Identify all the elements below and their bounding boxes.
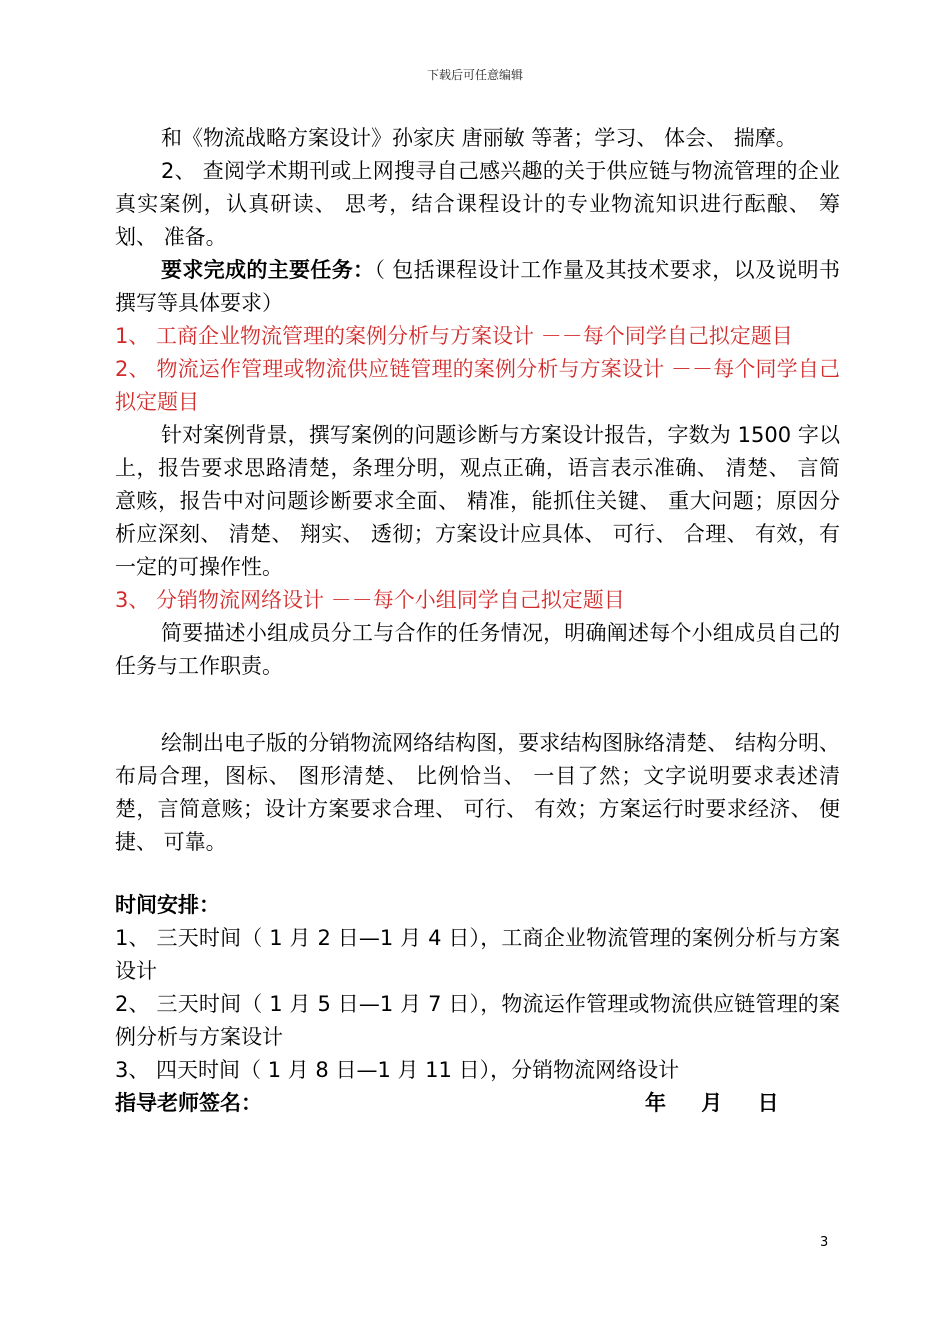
task-item-2: 2、 物流运作管理或物流供应链管理的案例分析与方案设计 －－每个同学自己拟定题目 [115,357,840,414]
paragraph-report-requirements: 针对案例背景，撰写案例的问题诊断与方案设计报告，字数为 1500 字以上，报告要求思路清楚，条理分明，观点正确，语言表示准确、 清楚、 言简意赅，报告中对问题诊断要求全面、 精准，能抓住关键、 重大问题；原因分析应深刻、 清楚、 翔实、 透彻；方案设计应具体、 可行、 合理、 有效，有一定的可操作性。 [115,423,840,579]
paragraph-group-roles: 简要描述小组成员分工与合作的任务情况，明确阐述每个小组成员自己的任务与工作职责。 [115,621,840,678]
paragraph-main-tasks [115,254,840,320]
signature-date: 年 月 日 [645,1091,793,1115]
paragraph-network-diagram: 绘制出电子版的分销物流网络结构图，要求结构图脉络清楚、 结构分明、 布局合理，图标、 图形清楚、 比例恰当、 一目了然；文字说明要求表述清楚，言简意赅；设计方案要求合理、 可行、 有效；方案运行时要求经济、 便捷、 可靠。 [115,731,840,854]
document-body [115,122,840,1120]
schedule-item-1: 1、 三天时间（ 1 月 2 日—1 月 4 日），工商企业物流管理的案例分析与方案设计 [115,926,840,983]
signature-label: 指导老师签名： [115,1091,262,1115]
paragraph-reading: 和《物流战略方案设计》孙家庆 唐丽敏 等著；学习、 体会、 揣摩。 [161,126,797,150]
spacer [115,859,840,889]
paragraph-research: 2、 查阅学术期刊或上网搜寻自己感兴趣的关于供应链与物流管理的企业真实案例，认真研读、 思考，结合课程设计的专业物流知识进行酝酿、 筹划、 准备。 [115,159,840,249]
main-tasks-heading: 要求完成的主要任务： [161,258,375,282]
task-item-3: 3、 分销物流网络设计 －－每个小组同学自己拟定题目 [115,588,625,612]
schedule-title: 时间安排： [115,893,220,917]
schedule-item-3: 3、 四天时间（ 1 月 8 日—1 月 11 日），分销物流网络设计 [115,1058,680,1082]
page-number: 3 [820,1235,829,1250]
page-header: 下载后可任意编辑 [426,68,523,82]
signature-row [115,1087,840,1120]
main-tasks-note: （ 包括课程设计工作量及其技术要求，以及说明书撰写等具体要求） [115,258,840,315]
spacer [115,683,840,727]
schedule-item-2: 2、 三天时间（ 1 月 5 日—1 月 7 日），物流运作管理或物流供应链管理的案例分析与方案设计 [115,992,840,1049]
task-item-1: 1、 工商企业物流管理的案例分析与方案设计 －－每个同学自己拟定题目 [115,324,793,348]
